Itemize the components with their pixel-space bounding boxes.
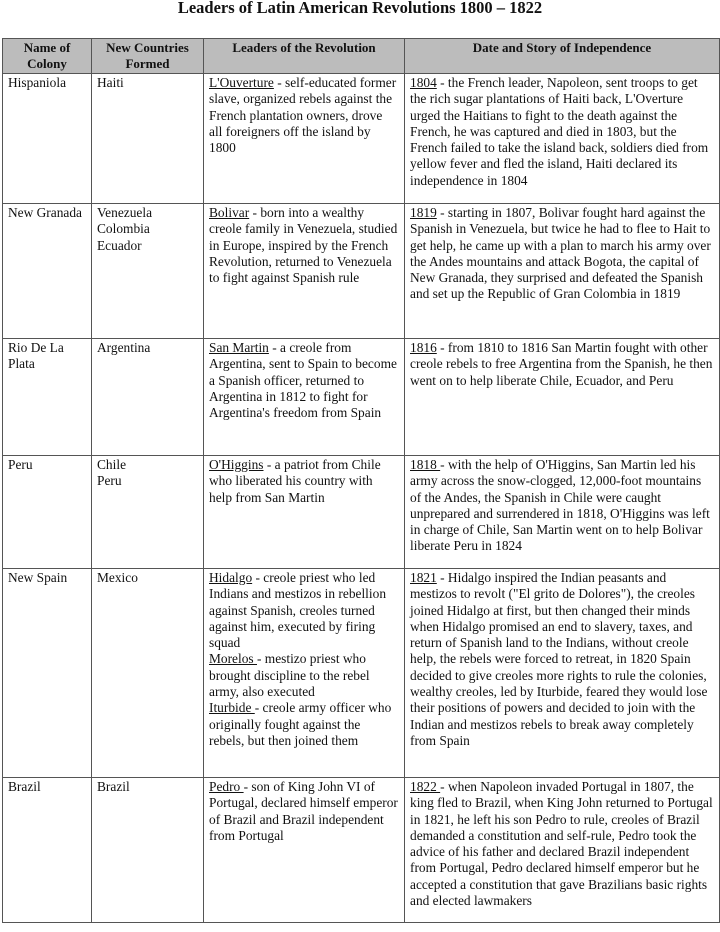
- story-text: - Hidalgo inspired the Indian peasants and mestizos to revolt ("El grito de Dolores"), the creoles joined Hidalgo at first, but then changed their minds when Hidalgo promised an end to slavery, taxes, and return of Spanish land to the Indians, without creole help, the rebels were forced to retreat, in 1820 Spain decided to give creoles more rights to rule the colonies, wealthy creoles, led by Iturbide, feared they would lose their positions of powers and decided to join with the Indian and mestizos rebels to break away completely from Spain: [410, 570, 708, 748]
- leader-desc: - creole army officer who originally fought against the rebels, but then joined them: [209, 700, 392, 748]
- leader-entry: [209, 457, 399, 506]
- leader-desc: - creole priest who led Indians and mestizos in rebellion against Spanish, creoles turned against him, executed by firing squad: [209, 570, 387, 651]
- leaders-cell: [204, 456, 405, 569]
- independence-year: 1821: [410, 570, 437, 585]
- story-cell: [405, 778, 720, 923]
- leaders-cell: [204, 778, 405, 923]
- countries-cell: [92, 74, 204, 204]
- leader-desc: - a creole from Argentina, sent to Spain to become a Spanish officer, returned to Argentina in 1812 to fight for Argentina's freedom from Spain: [209, 340, 397, 421]
- page-title: Leaders of Latin American Revolutions 1800 – 1822: [177, 0, 543, 17]
- leader-name: Pedro: [209, 779, 244, 794]
- table-row: [3, 339, 720, 456]
- leader-entry: [209, 700, 399, 749]
- colony-cell: Brazil: [3, 778, 92, 923]
- table-row: [3, 204, 720, 339]
- country-name: Mexico: [97, 570, 138, 585]
- country-name: Brazil: [97, 779, 130, 794]
- country-name: Venezuela: [97, 205, 153, 220]
- story-text: - with the help of O'Higgins, San Martin led his army across the snow-clogged, 12,000-foot mountains of the Andes, the Spanish in Chile were caught unprepared and surrendered in 1818, O'Higgins was left in charge of Chile, San Martin went on to help Bolivar liberate Peru in 1824: [410, 457, 710, 554]
- story-text: - when Napoleon invaded Portugal in 1807, the king fled to Brazil, when King John returned to Portugal in 1821, he left his son Pedro to rule, creoles of Brazil demanded a constitution and self-rule, Pedro took the advice of his father and declared Brazil independent from Portugal, Pedro declared himself emperor but he accepted a constitution that gave Brazilians basic rights and elected lawmakers: [410, 779, 713, 909]
- story-cell: [405, 204, 720, 339]
- header-leaders: Leaders of the Revolution: [204, 39, 405, 74]
- leader-name: Morelos: [209, 651, 257, 667]
- leaders-cell: [204, 569, 405, 778]
- leader-name: O'Higgins: [209, 457, 264, 472]
- leader-name: San Martin: [209, 340, 269, 355]
- leader-desc: - son of King John VI of Portugal, declared himself emperor of Brazil and Brazil independent from Portugal: [209, 779, 398, 843]
- header-story: Date and Story of Independence: [405, 39, 720, 74]
- country-name: Colombia: [97, 221, 150, 237]
- story-text: - starting in 1807, Bolivar fought hard against the Spanish in Venezuela, but twice he had to flee to Hait to get help, he came up with a plan to march his army over the Andes mountains and attack Bogota, the capital of New Granada, they surprised and defeated the Spanish and set up the Republic of Gran Colombia in 1819: [410, 205, 711, 302]
- colony-cell: Rio De La Plata: [3, 339, 92, 456]
- leaders-cell: [204, 339, 405, 456]
- leader-entry: [209, 651, 399, 700]
- independence-year: 1819: [410, 205, 437, 220]
- table-row: [3, 569, 720, 778]
- independence-year: 1818: [410, 457, 441, 472]
- countries-cell: [92, 456, 204, 569]
- story-text: - from 1810 to 1816 San Martin fought with other creole rebels to free Argentina from the Spanish, he then went on to help liberate Chile, Ecuador, and Peru: [410, 340, 713, 388]
- countries-cell: [92, 569, 204, 778]
- revolutions-table: [2, 38, 720, 923]
- colony-cell: New Granada: [3, 204, 92, 339]
- country-name: Ecuador: [97, 237, 142, 253]
- independence-year: 1804: [410, 75, 437, 90]
- leader-name: L'Ouverture: [209, 75, 274, 90]
- colony-cell: Hispaniola: [3, 74, 92, 204]
- story-cell: [405, 339, 720, 456]
- country-name: Peru: [97, 473, 122, 489]
- table-row: [3, 74, 720, 204]
- leader-desc: - mestizo priest who brought discipline to the rebel army, also executed: [209, 651, 370, 700]
- leader-entry: [209, 75, 399, 156]
- countries-cell: [92, 204, 204, 339]
- story-cell: [405, 456, 720, 569]
- independence-year: 1822: [410, 779, 441, 794]
- leader-name: Bolivar: [209, 205, 250, 220]
- leaders-cell: [204, 204, 405, 339]
- leader-entry: [209, 340, 399, 421]
- leader-desc: - born into a wealthy creole family in Venezuela, studied in Europe, inspired by the French Revolution, returned to Venezuela to fight against Spanish rule: [209, 205, 398, 286]
- leader-name: Iturbide: [209, 700, 255, 716]
- leader-entry: [209, 779, 399, 844]
- story-text: - the French leader, Napoleon, sent troops to get the rich sugar plantations of Haiti back, L'Overture urged the Haitians to fight to the death against the French, he was captured and died in 1803, but the French failed to take the island back, soldiers died from yellow fever and fled the island, Haiti declared its independence in 1804: [410, 75, 709, 188]
- leader-entry: [209, 205, 399, 286]
- colony-cell: Peru: [3, 456, 92, 569]
- leader-entry: [209, 570, 399, 651]
- country-name: Chile: [97, 457, 127, 472]
- table-row: [3, 778, 720, 923]
- leaders-cell: [204, 74, 405, 204]
- header-countries: New Countries Formed: [92, 39, 204, 74]
- leader-desc: - self-educated former slave, organized rebels against the French plantation owners, drove all foreigners off the island by 1800: [209, 75, 397, 156]
- table-row: [3, 456, 720, 569]
- leader-desc: - a patriot from Chile who liberated his country with help from San Martin: [209, 457, 381, 505]
- leader-name: Hidalgo: [209, 570, 253, 585]
- country-name: Argentina: [97, 340, 151, 355]
- countries-cell: [92, 778, 204, 923]
- countries-cell: [92, 339, 204, 456]
- country-name: Haiti: [97, 75, 124, 90]
- story-cell: [405, 74, 720, 204]
- independence-year: 1816: [410, 340, 437, 355]
- header-row: [3, 39, 720, 74]
- header-colony: Name of Colony: [3, 39, 92, 74]
- story-cell: [405, 569, 720, 778]
- colony-cell: New Spain: [3, 569, 92, 778]
